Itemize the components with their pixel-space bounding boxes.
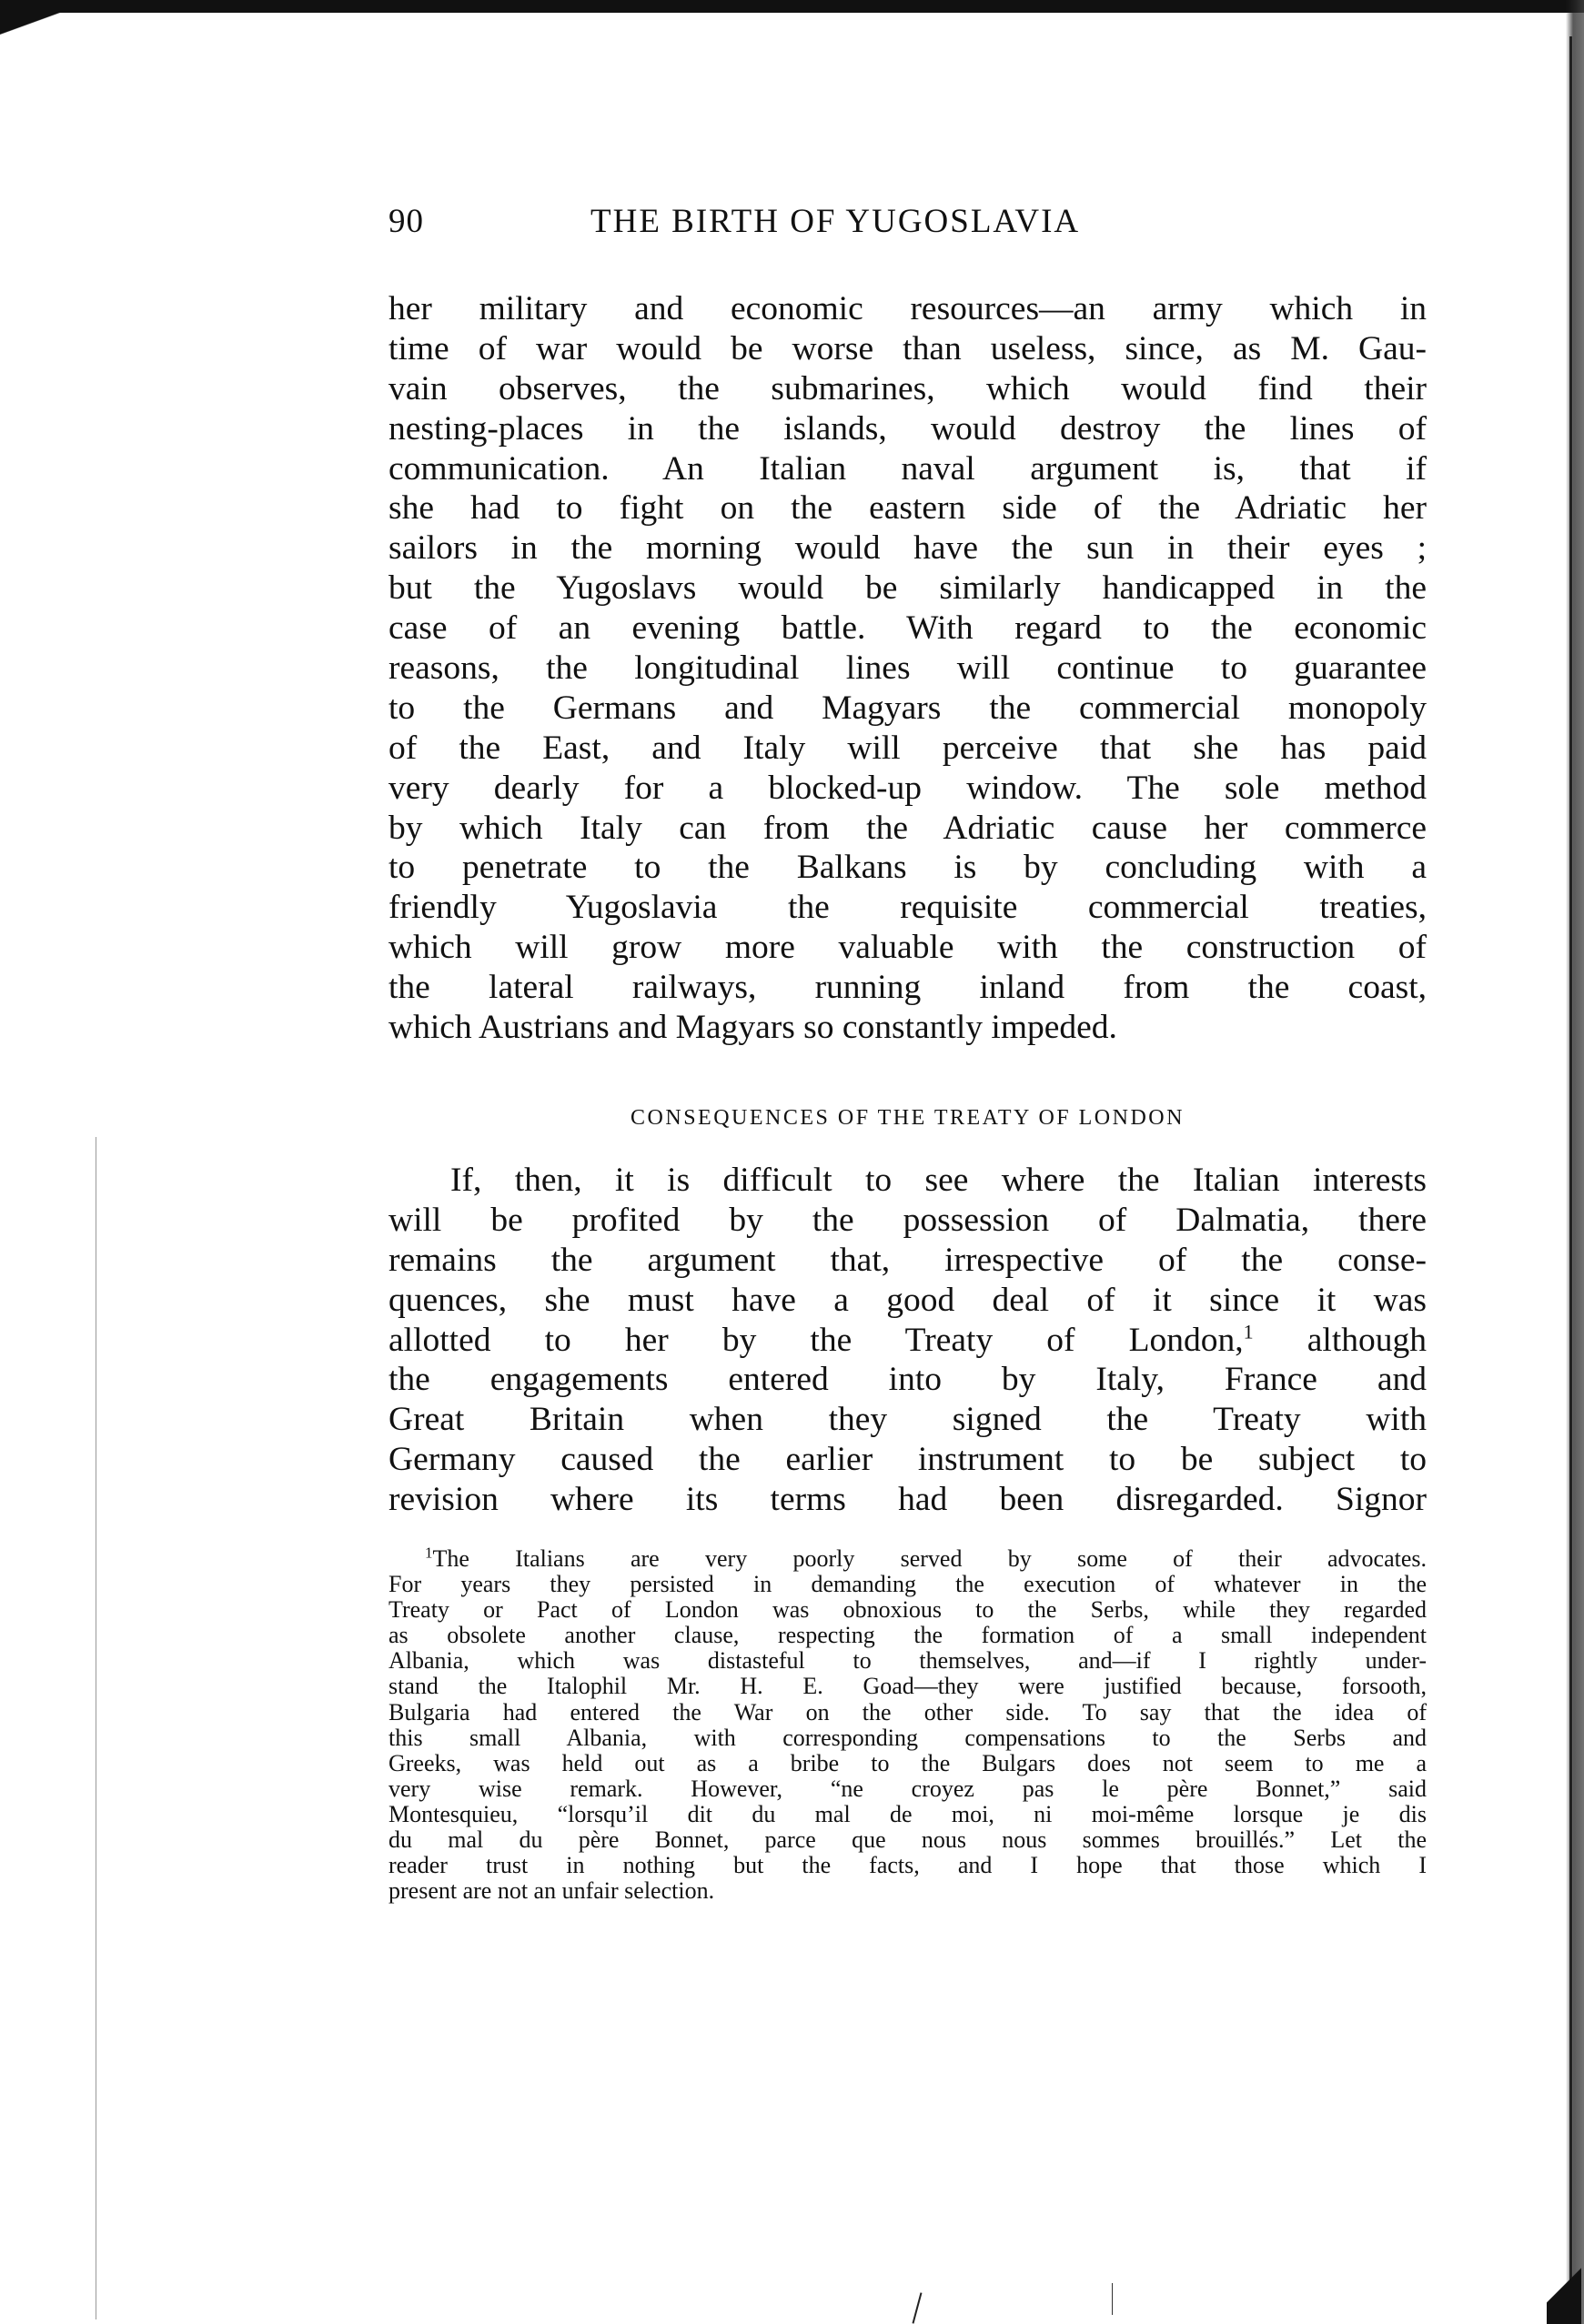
text-line: the engagements entered into by Italy, France and (388, 1361, 1427, 1399)
footnote-line: du mal du père Bonnet, parce que nous nous sommes brouillés.” Let the (388, 1826, 1427, 1854)
text-line: reasons, the longitudinal lines will continue to guarantee (388, 649, 1427, 688)
text-line-with-footnote-ref (388, 1321, 1427, 1361)
running-head (388, 202, 1427, 247)
text-fragment: although (1253, 1321, 1428, 1359)
footnote-line: Bulgaria had entered the War on the other side. To say that the idea of (388, 1698, 1427, 1725)
running-title: THE BIRTH OF YUGOSLAVIA (590, 203, 1081, 240)
text-line: very dearly for a blocked-up window. The sole method (388, 769, 1427, 807)
scan-corner-shadow (0, 0, 109, 45)
text-line: will be profited by the possession of Dalmatia, there (388, 1201, 1427, 1239)
text-line: quences, she must have a good deal of it since it was (388, 1281, 1427, 1319)
scan-stray-mark (913, 2292, 923, 2323)
footnote-reference[interactable]: 1 (1243, 1320, 1254, 1343)
footnote-line: as obsolete another clause, respecting the formation of a small independent (388, 1622, 1427, 1649)
text-line: vain observes, the submarines, which would find their (388, 369, 1427, 407)
text-line: case of an evening battle. With regard to the economic (388, 609, 1427, 648)
text-line: her military and economic resources—an army which in (388, 290, 1427, 327)
text-line: by which Italy can from the Adriatic cause her commerce (388, 809, 1427, 847)
footnote-line: stand the Italophil Mr. H. E. Goad—they were justified because, forsooth, (388, 1673, 1427, 1700)
text-line: of the East, and Italy will perceive that she has paid (388, 729, 1427, 767)
footnote-line: very wise remark. However, “ne croyez pas le père Bonnet,” said (388, 1775, 1427, 1802)
text-line: to the Germans and Magyars the commercial monopoly (388, 689, 1427, 727)
text-line: the lateral railways, running inland from the coast, (388, 969, 1427, 1007)
text-line: remains the argument that, irrespective of the conse- (388, 1241, 1427, 1279)
footnote-line: this small Albania, with corresponding compensations to the Serbs and (388, 1724, 1427, 1751)
text-line: communication. An Italian naval argument is, that if (388, 449, 1427, 488)
footnote-line: present are not an unfair selection. (388, 1877, 715, 1905)
scan-top-edge (0, 0, 1584, 13)
text-line: revision where its terms had been disregarded. Signor (388, 1481, 1427, 1519)
footnote-line: Montesquieu, “lorsqu’il dit du mal de moi, ni moi-même lorsque je dis (388, 1800, 1427, 1827)
page-number: 90 (388, 203, 424, 240)
footnote-marker: 1 (425, 1544, 433, 1562)
text-line: sailors in the morning would have the sun in their eyes ; (388, 529, 1427, 568)
paragraph-1 (388, 289, 1427, 1048)
scan-right-binding-line (1569, 36, 1572, 2310)
text-line: nesting-places in the islands, would destroy the lines of (388, 409, 1427, 448)
footnote-line: reader trust in nothing but the facts, and I hope that those which I (388, 1852, 1427, 1879)
text-line: which will grow more valuable with the construction of (388, 929, 1427, 967)
text-line: Germany caused the earlier instrument to be subject to (388, 1441, 1427, 1479)
section-heading: CONSEQUENCES OF THE TREATY OF LONDON (631, 1106, 1185, 1130)
footnote (388, 1546, 1427, 1904)
scan-bottom-corner-mark (1547, 2256, 1581, 2324)
footnote-line (388, 1546, 1427, 1572)
text-fragment: allotted to her by the Treaty of London, (388, 1321, 1244, 1359)
text-line: but the Yugoslavs would be similarly handicapped in the (388, 569, 1427, 608)
footnote-line: Treaty or Pact of London was obnoxious to the Serbs, while they regarded (388, 1596, 1427, 1624)
text-line: to penetrate to the Balkans is by concluding with a (388, 849, 1427, 887)
text-fragment: The Italians are very poorly served by some of their advocates. (432, 1545, 1427, 1572)
text-line: Great Britain when they signed the Treaty with (388, 1401, 1427, 1439)
text-line: If, then, it is difficult to see where the Italian interests (450, 1162, 1427, 1199)
paragraph-2 (388, 1161, 1427, 1520)
scan-right-edge (1566, 0, 1584, 2324)
text-line: she had to fight on the eastern side of the Adriatic her (388, 489, 1427, 528)
scan-stray-mark (1112, 2283, 1113, 2315)
text-line: which Austrians and Magyars so constantly impeded. (388, 1009, 1117, 1047)
footnote-line: Albania, which was distasteful to themselves, and—if I rightly under- (388, 1647, 1427, 1675)
footnote-line: For years they persisted in demanding the execution of whatever in the (388, 1571, 1427, 1598)
footnote-line: Greeks, was held out as a bribe to the Bulgars does not seem to me a (388, 1749, 1427, 1776)
text-line: friendly Yugoslavia the requisite commercial treaties, (388, 889, 1427, 927)
text-line: time of war would be worse than useless, since, as M. Gau- (388, 329, 1427, 367)
